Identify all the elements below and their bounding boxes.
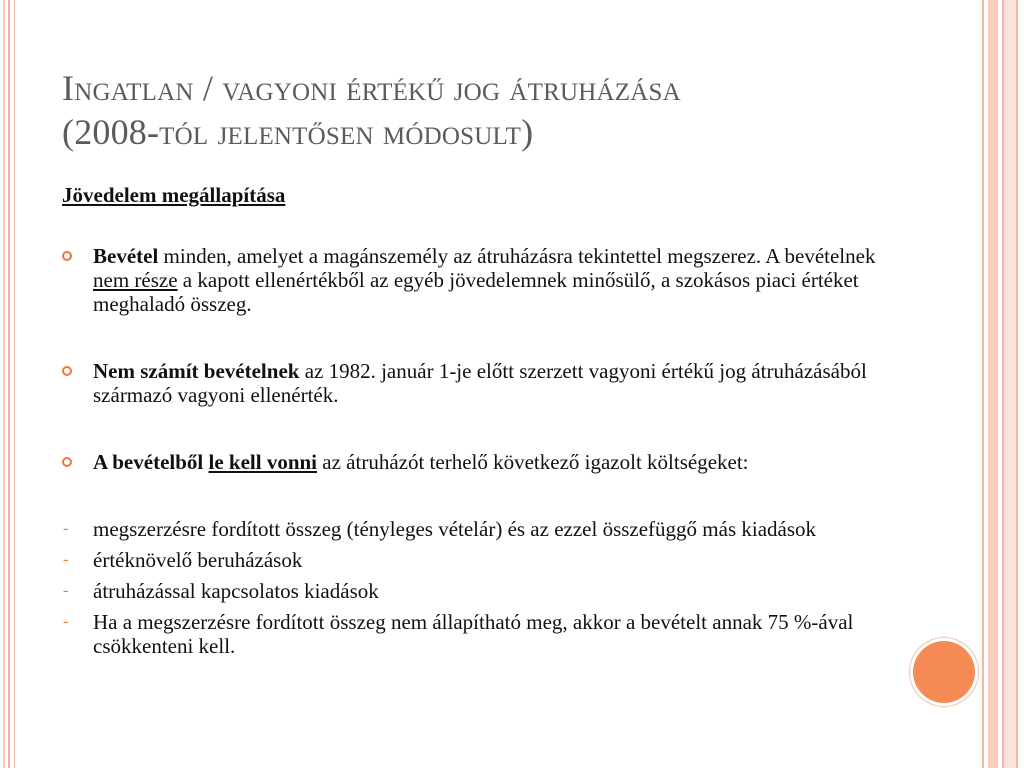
slide-content — [62, 244, 882, 665]
bullet-text: a kapott ellenértékből az egyéb jövedelemnek minősülő, a szokásos piaci értéket meghaladó összeg. — [93, 268, 859, 316]
bullet-text: minden, amelyet a magánszemély az átruházásra tekintettel megszerez. A bevételnek — [158, 244, 876, 268]
bullet-bold-underlined-text: le kell vonni — [208, 450, 318, 474]
dash-list-item — [62, 548, 882, 572]
bullet-circle-icon — [62, 366, 72, 376]
dash-item-text: megszerzésre fordított összeg (tényleges vételár) és az ezzel összefüggő más kiadások — [93, 517, 817, 541]
bullet-bold-text: A bevételből — [93, 450, 204, 474]
dash-marker: - — [63, 613, 69, 630]
bullet-bold-text: Bevétel — [93, 244, 159, 268]
dash-list-item — [62, 579, 882, 603]
bullet-text: az átruházót terhelő következő igazolt költségeket: — [317, 450, 749, 474]
dash-marker: - — [63, 551, 69, 568]
bullet-underlined-text: nem része — [93, 268, 178, 292]
orange-circle-decoration — [913, 641, 975, 703]
slide-title — [62, 66, 922, 154]
dash-marker: - — [63, 520, 69, 537]
dash-item-text: átruházással kapcsolatos kiadások — [93, 579, 379, 603]
title-line-1: Ingatlan / vagyoni értékű jog átruházása — [62, 68, 681, 108]
bullet-circle-icon — [62, 457, 72, 467]
dash-item-text: értéknövelő beruházások — [93, 548, 303, 572]
bullet-circle-icon — [62, 251, 72, 261]
dash-list-item — [62, 610, 882, 658]
bullet-text: az 1982. január 1-je előtt szerzett vagyoni értékű jog átruházásából származó vagyoni ellenérték. — [93, 359, 867, 407]
left-border-decoration — [0, 0, 15, 768]
dash-list-item — [62, 517, 882, 541]
bullet-item — [62, 450, 882, 474]
section-subheading: Jövedelem megállapítása — [62, 183, 286, 207]
dash-marker: - — [63, 582, 69, 599]
dash-item-text: Ha a megszerzésre fordított összeg nem állapítható meg, akkor a bevételt annak 75 %-ával csökkenteni kell. — [93, 610, 854, 658]
bullet-item — [62, 359, 882, 407]
bullet-bold-text: Nem számít bevételnek — [93, 359, 300, 383]
right-border-decoration — [974, 0, 1024, 768]
bullet-item — [62, 244, 882, 316]
title-line-2: (2008-tól jelentősen módosult) — [62, 112, 534, 152]
